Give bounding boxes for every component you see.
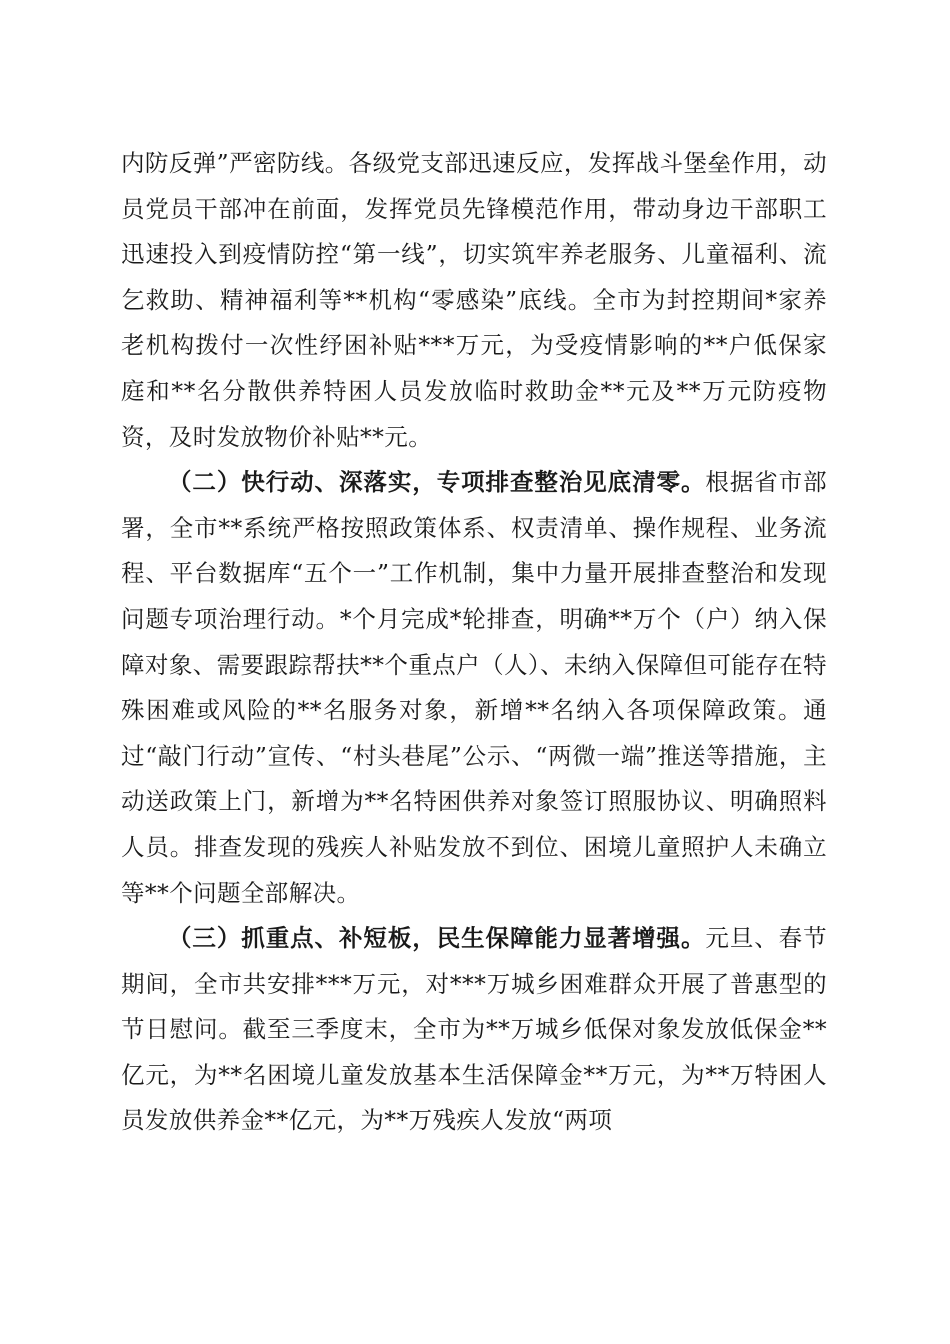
paragraph-1-text: 内防反弹”严密防线。各级党支部迅速反应，发挥战斗堡垒作用，动员党员干部冲在前面，发挥党员先锋模范作用，带动身边干部职工迅速投入到疫情防控“第一线”，切实筑牢养老服务、儿童福利、流乞救助、精神福利等**机构“零感染”底线。全市为封控期间*家养老机构拨付一次性纾困补贴***万元，为受疫情影响的**户低保家庭和**名分散供养特困人员发放临时救助金**元及**万元防疫物资，及时发放物价补贴**元。 — [121, 149, 827, 451]
paragraph-2 — [121, 460, 827, 916]
paragraph-2-heading: （二）快行动、深落实，专项排查整治见底清零。 — [168, 468, 706, 497]
document-body — [121, 141, 827, 1144]
paragraph-3 — [121, 916, 827, 1144]
paragraph-1 — [121, 141, 827, 460]
paragraph-2-text: 根据省市部署，全市**系统严格按照政策体系、权责清单、操作规程、业务流程、平台数据库“五个一”工作机制，集中力量开展排查整治和发现问题专项治理行动。*个月完成*轮排查，明确**万个（户）纳入保障对象、需要跟踪帮扶**个重点户（人）、未纳入保障但可能存在特殊困难或风险的**名服务对象，新增**名纳入各项保障政策。通过“敲门行动”宣传、“村头巷尾”公示、“两微一端”推送等措施，主动送政策上门，新增为**名特困供养对象签订照服协议、明确照料人员。排查发现的残疾人补贴发放不到位、困境儿童照护人未确立等**个问题全部解决。 — [121, 468, 827, 907]
paragraph-3-heading: （三）抓重点、补短板，民生保障能力显著增强。 — [168, 924, 706, 953]
paragraph-3-text: 元旦、春节期间，全市共安排***万元，对***万城乡困难群众开展了普惠型的节日慰问。截至三季度末，全市为**万城乡低保对象发放低保金**亿元，为**名困境儿童发放基本生活保障金**万元，为**万特困人员发放供养金**亿元，为**万残疾人发放“两项 — [121, 924, 827, 1135]
